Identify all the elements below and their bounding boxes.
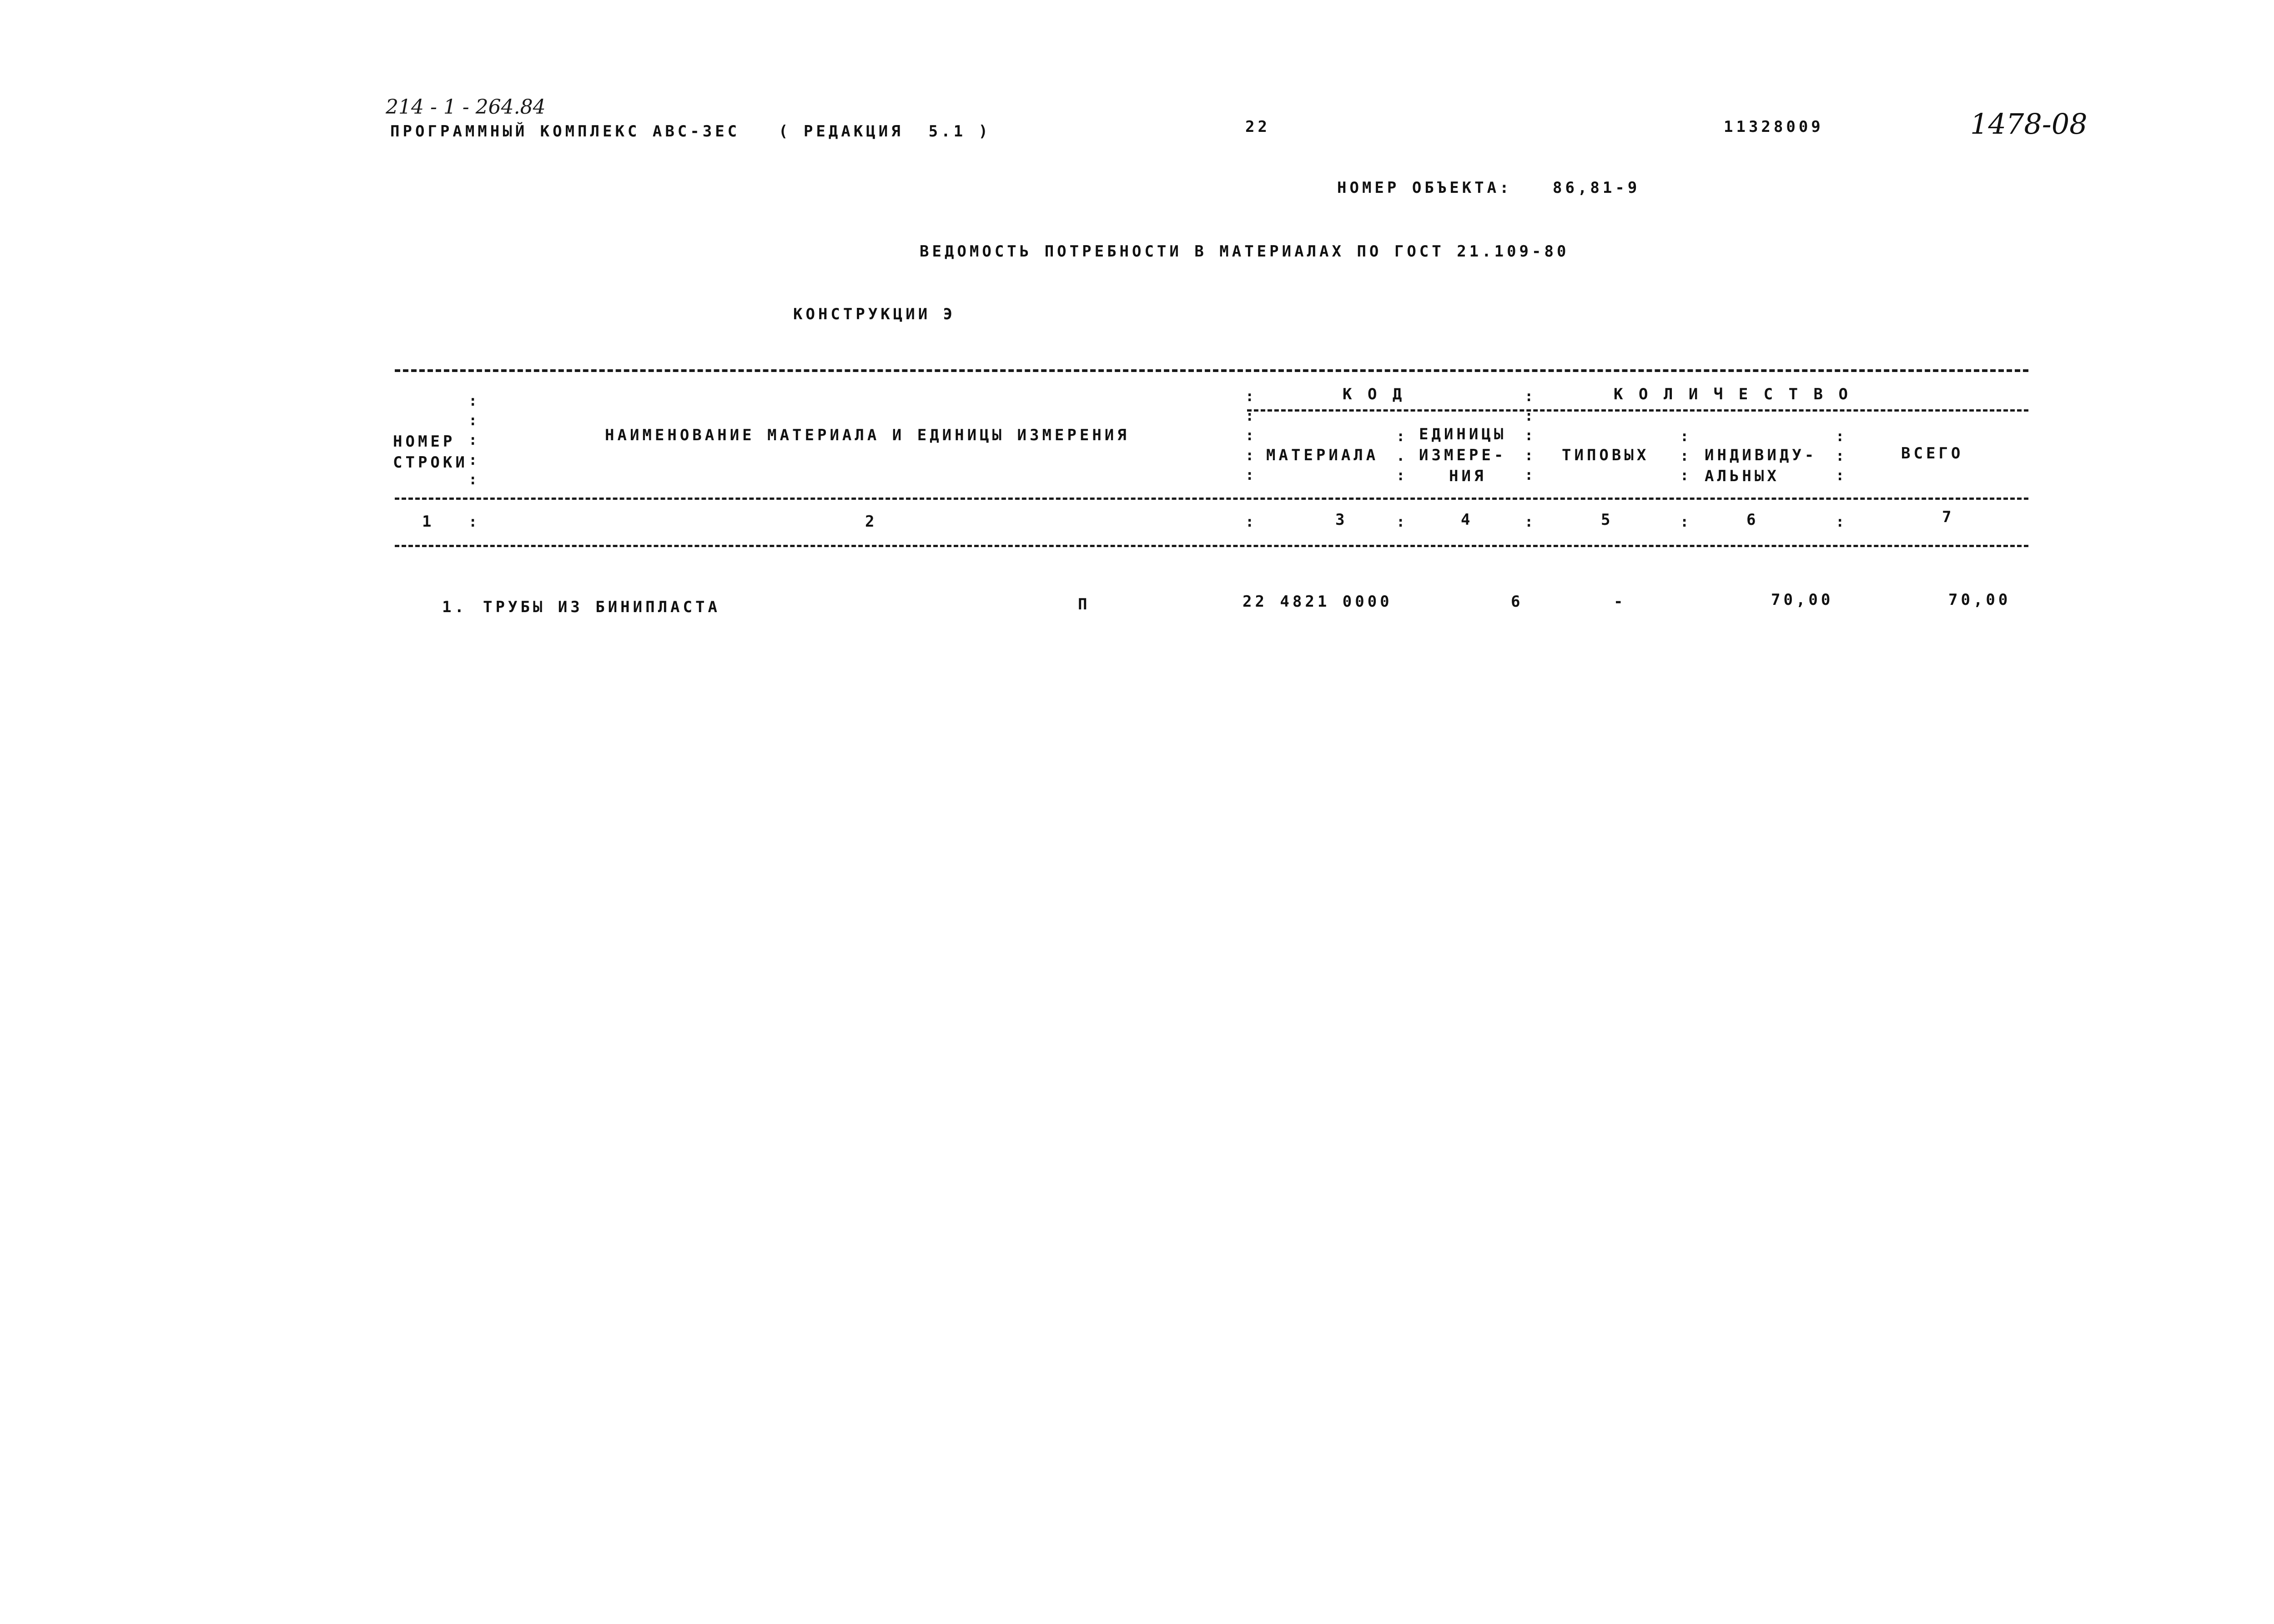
header-code-unit: ИЗМЕРЕ- [1419,446,1507,464]
section-title: КОНСТРУКЦИИ Э [793,305,956,323]
column-numbers-rule [395,545,2028,547]
header-quantity-typical: ТИПОВЫХ [1562,446,1650,464]
program-edition: ( РЕДАКЦИЯ 5.1 ) [779,122,991,141]
program-name: ПРОГРАММНЫЙ КОМПЛЕКС АВС-3ЕС [390,122,740,141]
header-quantity-total: ВСЕГО [1901,444,1964,463]
handwritten-sheet-number: 1478-08 [1970,107,2088,141]
column-number: 7 [1942,508,1955,526]
row-number: 1. [442,598,467,616]
table-top-rule [395,369,2028,372]
header-quantity-group: К О Л И Ч Е С Т В О [1614,385,1851,403]
object-label: НОМЕР ОБЪЕКТА: [1337,179,1512,197]
handwritten-code: 214 - 1 - 264.84 [386,96,546,119]
column-number: 2 [865,513,878,531]
header-group-rule [1247,409,2028,412]
column-separator: : [468,513,478,530]
header-quantity-individual: ИНДИВИДУ- [1705,446,1817,464]
column-separator: : [1524,513,1534,530]
row-typical-quantity: - [1614,593,1626,611]
header-code-unit: НИЯ [1449,467,1487,485]
page-number: 22 [1245,118,1270,136]
column-separator: : : : [1680,427,1689,484]
column-separator: : : : : : [1524,387,1534,483]
row-unit-code: 6 [1511,593,1524,611]
header-row-number: НОМЕР [393,432,456,451]
object-number: 86,81-9 [1553,179,1640,197]
column-separator: : [1836,513,1845,530]
row-material-name: ТРУБЫ ИЗ БИНИПЛАСТА [483,598,720,616]
document-code: 11328009 [1724,118,1824,136]
column-number: 5 [1601,511,1614,529]
column-separator: : [1680,513,1689,530]
header-quantity-individual: АЛЬНЫХ [1705,467,1780,485]
column-number: 1 [422,513,435,531]
header-bottom-rule [395,498,2028,500]
row-material-code: 22 4821 0000 [1243,593,1393,611]
header-code-unit: ЕДИНИЦЫ [1419,425,1507,443]
column-separator: : . : [1396,427,1405,484]
column-separator: : : : : : [1245,387,1254,483]
column-separator: : : : : : [468,392,478,488]
document-title: ВЕДОМОСТЬ ПОТРЕБНОСТИ В МАТЕРИАЛАХ ПО ГОСТ 21.109-80 [920,242,1570,261]
header-row-number: СТРОКИ [393,453,468,472]
column-separator: : : : [1836,427,1845,484]
row-unit: П [1078,595,1091,613]
row-total-quantity: 70,00 [1948,591,2011,609]
column-number: 3 [1335,511,1348,529]
column-number: 6 [1746,511,1759,529]
column-separator: : [1245,513,1254,530]
column-separator: : [1396,513,1405,530]
header-material-name: НАИМЕНОВАНИЕ МАТЕРИАЛА И ЕДИНИЦЫ ИЗМЕРЕНИЯ [605,426,1130,444]
row-individual-quantity: 70,00 [1771,591,1834,609]
header-code-group: К О Д [1343,385,1405,403]
column-number: 4 [1461,511,1474,529]
header-code-material: МАТЕРИАЛА [1266,446,1379,464]
